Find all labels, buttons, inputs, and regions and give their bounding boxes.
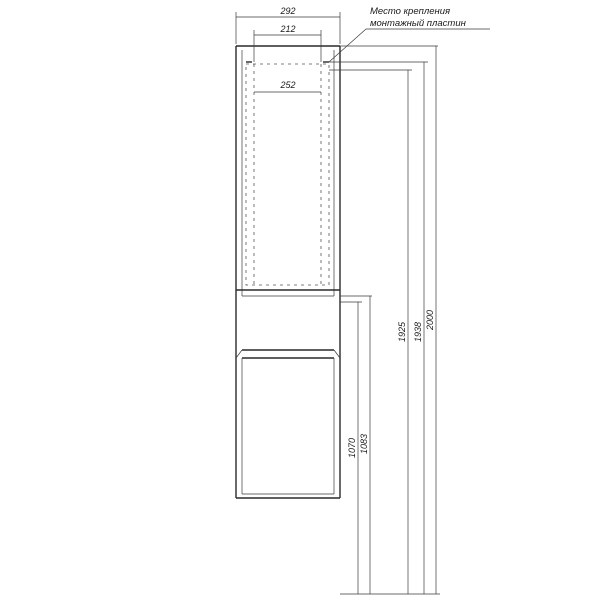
note-line-2: монтажный пластин	[370, 18, 466, 29]
dim-212-label: 212	[280, 24, 296, 34]
lower-shelf-right-bevel	[334, 350, 340, 358]
dim-2000-label: 2000	[425, 309, 435, 331]
lower-shelf-left-bevel	[236, 350, 242, 358]
note-line-1: Место крепления	[370, 6, 451, 17]
dim-1925-label: 1925	[397, 321, 407, 343]
top-dimensions	[236, 6, 340, 92]
dim-1070-label: 1070	[347, 437, 357, 459]
dim-292-label: 292	[280, 6, 296, 16]
dim-1938-label: 1938	[413, 321, 423, 343]
cabinet	[236, 46, 340, 498]
upper-door-dashed-frame	[246, 64, 329, 285]
dim-252-label: 252	[280, 80, 296, 90]
mounting-note	[329, 6, 490, 62]
right-dimensions	[329, 46, 440, 594]
dim-1083-label: 1083	[359, 433, 369, 455]
